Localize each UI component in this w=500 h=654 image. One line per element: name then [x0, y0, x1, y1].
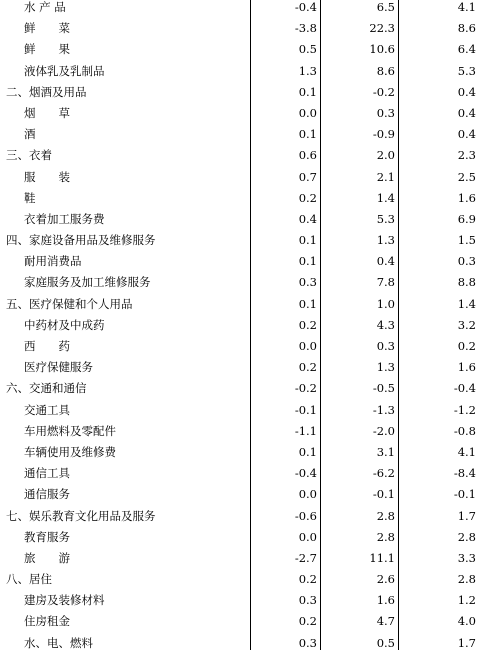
- table-row: [0, 421, 500, 442]
- row-value-v1: -0.4: [294, 466, 317, 481]
- row-label: 三、衣着: [6, 148, 52, 163]
- table-row: [0, 188, 500, 209]
- row-value-v1: -1.1: [294, 423, 317, 438]
- table-row: [0, 294, 500, 315]
- table-row: [0, 251, 500, 272]
- row-value-v2: -0.9: [372, 127, 395, 142]
- table-row: [0, 103, 500, 124]
- row-value-v2: 0.3: [376, 105, 395, 120]
- table-row: [0, 484, 500, 505]
- row-value-v3: 2.5: [457, 169, 476, 184]
- table-row: [0, 18, 500, 39]
- row-value-v1: 0.1: [298, 296, 317, 311]
- table-row: [0, 230, 500, 251]
- row-value-v3: 1.4: [457, 296, 476, 311]
- row-label: 服 装: [24, 169, 70, 184]
- row-value-v3: 2.3: [457, 148, 476, 163]
- row-value-v2: 2.8: [376, 529, 395, 544]
- row-value-v3: -1.2: [453, 402, 476, 417]
- row-value-v1: 0.0: [298, 487, 317, 502]
- row-value-v3: 1.2: [457, 593, 476, 608]
- table-row: [0, 611, 500, 632]
- row-value-v1: 0.2: [298, 572, 317, 587]
- row-label: 液体乳及乳制品: [24, 63, 105, 78]
- table-row: [0, 442, 500, 463]
- row-value-v1: 0.2: [298, 614, 317, 629]
- row-value-v1: 0.3: [298, 275, 317, 290]
- table-row: [0, 39, 500, 60]
- table-row: [0, 82, 500, 103]
- row-label: 鞋: [24, 190, 36, 205]
- row-value-v2: 4.7: [376, 614, 395, 629]
- row-value-v3: 1.7: [457, 508, 476, 523]
- row-value-v2: 1.0: [376, 296, 395, 311]
- row-value-v3: 6.9: [457, 211, 476, 226]
- table-row: [0, 145, 500, 166]
- row-value-v2: 6.5: [376, 0, 395, 14]
- row-value-v1: 0.1: [298, 254, 317, 269]
- row-value-v3: 4.1: [457, 444, 476, 459]
- row-value-v1: -2.7: [294, 550, 317, 565]
- row-label: 衣着加工服务费: [24, 211, 105, 226]
- table-row: [0, 357, 500, 378]
- table-row: [0, 506, 500, 527]
- row-value-v2: 0.5: [376, 635, 395, 650]
- row-value-v3: 6.4: [457, 42, 476, 57]
- table-row: [0, 336, 500, 357]
- row-value-v2: 4.3: [376, 317, 395, 332]
- row-value-v1: 0.0: [298, 339, 317, 353]
- row-value-v2: -0.5: [372, 381, 395, 396]
- row-value-v3: 1.7: [457, 635, 476, 650]
- row-value-v1: 0.1: [298, 127, 317, 142]
- row-value-v2: -2.0: [372, 423, 395, 438]
- row-label: 车辆使用及维修费: [24, 444, 116, 459]
- row-value-v2: 10.6: [369, 42, 395, 57]
- table-row: [0, 272, 500, 293]
- row-value-v2: -0.1: [372, 487, 395, 502]
- row-value-v3: 2.8: [457, 572, 476, 587]
- row-value-v2: 1.4: [376, 190, 395, 205]
- table-row: [0, 633, 500, 654]
- table-row: [0, 569, 500, 590]
- row-value-v1: 0.1: [298, 233, 317, 248]
- row-value-v1: 0.1: [298, 84, 317, 99]
- row-label: 水 产 品: [24, 0, 66, 14]
- row-value-v3: 1.6: [457, 360, 476, 375]
- row-value-v3: -8.4: [453, 466, 476, 481]
- row-label: 医疗保健服务: [24, 360, 93, 375]
- row-value-v2: -1.3: [372, 402, 395, 417]
- row-label: 家庭服务及加工维修服务: [24, 275, 151, 290]
- table-row: [0, 315, 500, 336]
- row-value-v2: 5.3: [376, 211, 395, 226]
- row-label: 旅 游: [24, 550, 70, 565]
- table-row: [0, 61, 500, 82]
- row-value-v2: 22.3: [369, 21, 395, 36]
- row-label: 六、交通和通信: [6, 381, 87, 396]
- row-value-v2: 2.6: [376, 572, 395, 587]
- row-value-v3: 8.8: [457, 275, 476, 290]
- row-label: 七、娱乐教育文化用品及服务: [6, 508, 156, 523]
- row-value-v1: -0.2: [294, 381, 317, 396]
- row-label: 交通工具: [24, 402, 70, 417]
- row-value-v3: 0.3: [457, 254, 476, 269]
- row-label: 车用燃料及零配件: [24, 423, 116, 438]
- row-value-v1: 0.2: [298, 317, 317, 332]
- table-row: [0, 378, 500, 399]
- row-value-v1: -0.1: [294, 402, 317, 417]
- row-value-v3: 1.5: [457, 233, 476, 248]
- table-row: [0, 124, 500, 145]
- row-value-v1: -0.6: [294, 508, 317, 523]
- table-row: [0, 400, 500, 421]
- row-value-v1: 0.5: [298, 42, 317, 57]
- row-value-v3: 2.8: [457, 529, 476, 544]
- row-value-v2: 0.4: [376, 254, 395, 269]
- row-value-v3: 5.3: [457, 63, 476, 78]
- row-label: 鲜 果: [24, 42, 70, 57]
- row-value-v3: 0.2: [457, 339, 476, 353]
- row-value-v1: 0.0: [298, 105, 317, 120]
- row-value-v2: 8.6: [376, 63, 395, 78]
- row-value-v3: 3.3: [457, 550, 476, 565]
- row-label: 耐用消费品: [24, 254, 82, 269]
- row-value-v2: 0.3: [376, 339, 395, 353]
- row-value-v3: 0.4: [457, 127, 476, 142]
- row-label: 八、居住: [6, 572, 52, 587]
- row-value-v3: 8.6: [457, 21, 476, 36]
- table-row: [0, 463, 500, 484]
- row-value-v1: 0.2: [298, 190, 317, 205]
- row-value-v3: 0.4: [457, 84, 476, 99]
- row-label: 四、家庭设备用品及维修服务: [6, 233, 156, 248]
- row-label: 住房租金: [24, 614, 70, 629]
- row-value-v3: 4.1: [457, 0, 476, 14]
- row-value-v2: -0.2: [372, 84, 395, 99]
- table-row: [0, 527, 500, 548]
- row-label: 酒: [24, 127, 36, 142]
- row-value-v1: 1.3: [298, 63, 317, 78]
- table-row: [0, 548, 500, 569]
- row-label: 五、医疗保健和个人用品: [6, 296, 133, 311]
- row-value-v3: 3.2: [457, 317, 476, 332]
- row-label: 西 药: [24, 339, 70, 353]
- row-value-v1: 0.0: [298, 529, 317, 544]
- row-value-v2: -6.2: [372, 466, 395, 481]
- row-value-v3: -0.4: [453, 381, 476, 396]
- row-value-v2: 7.8: [376, 275, 395, 290]
- row-value-v1: 0.6: [298, 148, 317, 163]
- row-label: 鲜 菜: [24, 21, 70, 36]
- row-label: 建房及装修材料: [24, 593, 105, 608]
- row-label: 二、烟酒及用品: [6, 84, 87, 99]
- row-value-v1: 0.2: [298, 360, 317, 375]
- row-label: 烟 草: [24, 105, 70, 120]
- row-value-v2: 2.0: [376, 148, 395, 163]
- row-value-v2: 3.1: [376, 444, 395, 459]
- row-value-v3: 1.6: [457, 190, 476, 205]
- row-value-v2: 1.6: [376, 593, 395, 608]
- row-value-v3: 4.0: [457, 614, 476, 629]
- row-value-v1: 0.3: [298, 593, 317, 608]
- row-label: 中药材及中成药: [24, 317, 105, 332]
- row-value-v1: 0.7: [298, 169, 317, 184]
- row-value-v1: 0.3: [298, 635, 317, 650]
- row-value-v2: 2.8: [376, 508, 395, 523]
- table-row: [0, 167, 500, 188]
- row-value-v3: -0.1: [453, 487, 476, 502]
- row-value-v2: 1.3: [376, 360, 395, 375]
- row-value-v1: -0.4: [294, 0, 317, 14]
- row-value-v1: 0.1: [298, 444, 317, 459]
- row-label: 教育服务: [24, 529, 70, 544]
- row-label: 通信工具: [24, 466, 70, 481]
- row-value-v2: 1.3: [376, 233, 395, 248]
- row-value-v2: 2.1: [376, 169, 395, 184]
- table-row: [0, 0, 500, 18]
- row-value-v2: 11.1: [369, 550, 395, 565]
- table-row: [0, 209, 500, 230]
- row-value-v1: -3.8: [294, 21, 317, 36]
- table-row: [0, 590, 500, 611]
- row-label: 水、电、燃料: [24, 635, 93, 650]
- row-value-v1: 0.4: [298, 211, 317, 226]
- row-label: 通信服务: [24, 487, 70, 502]
- row-value-v3: 0.4: [457, 105, 476, 120]
- row-value-v3: -0.8: [453, 423, 476, 438]
